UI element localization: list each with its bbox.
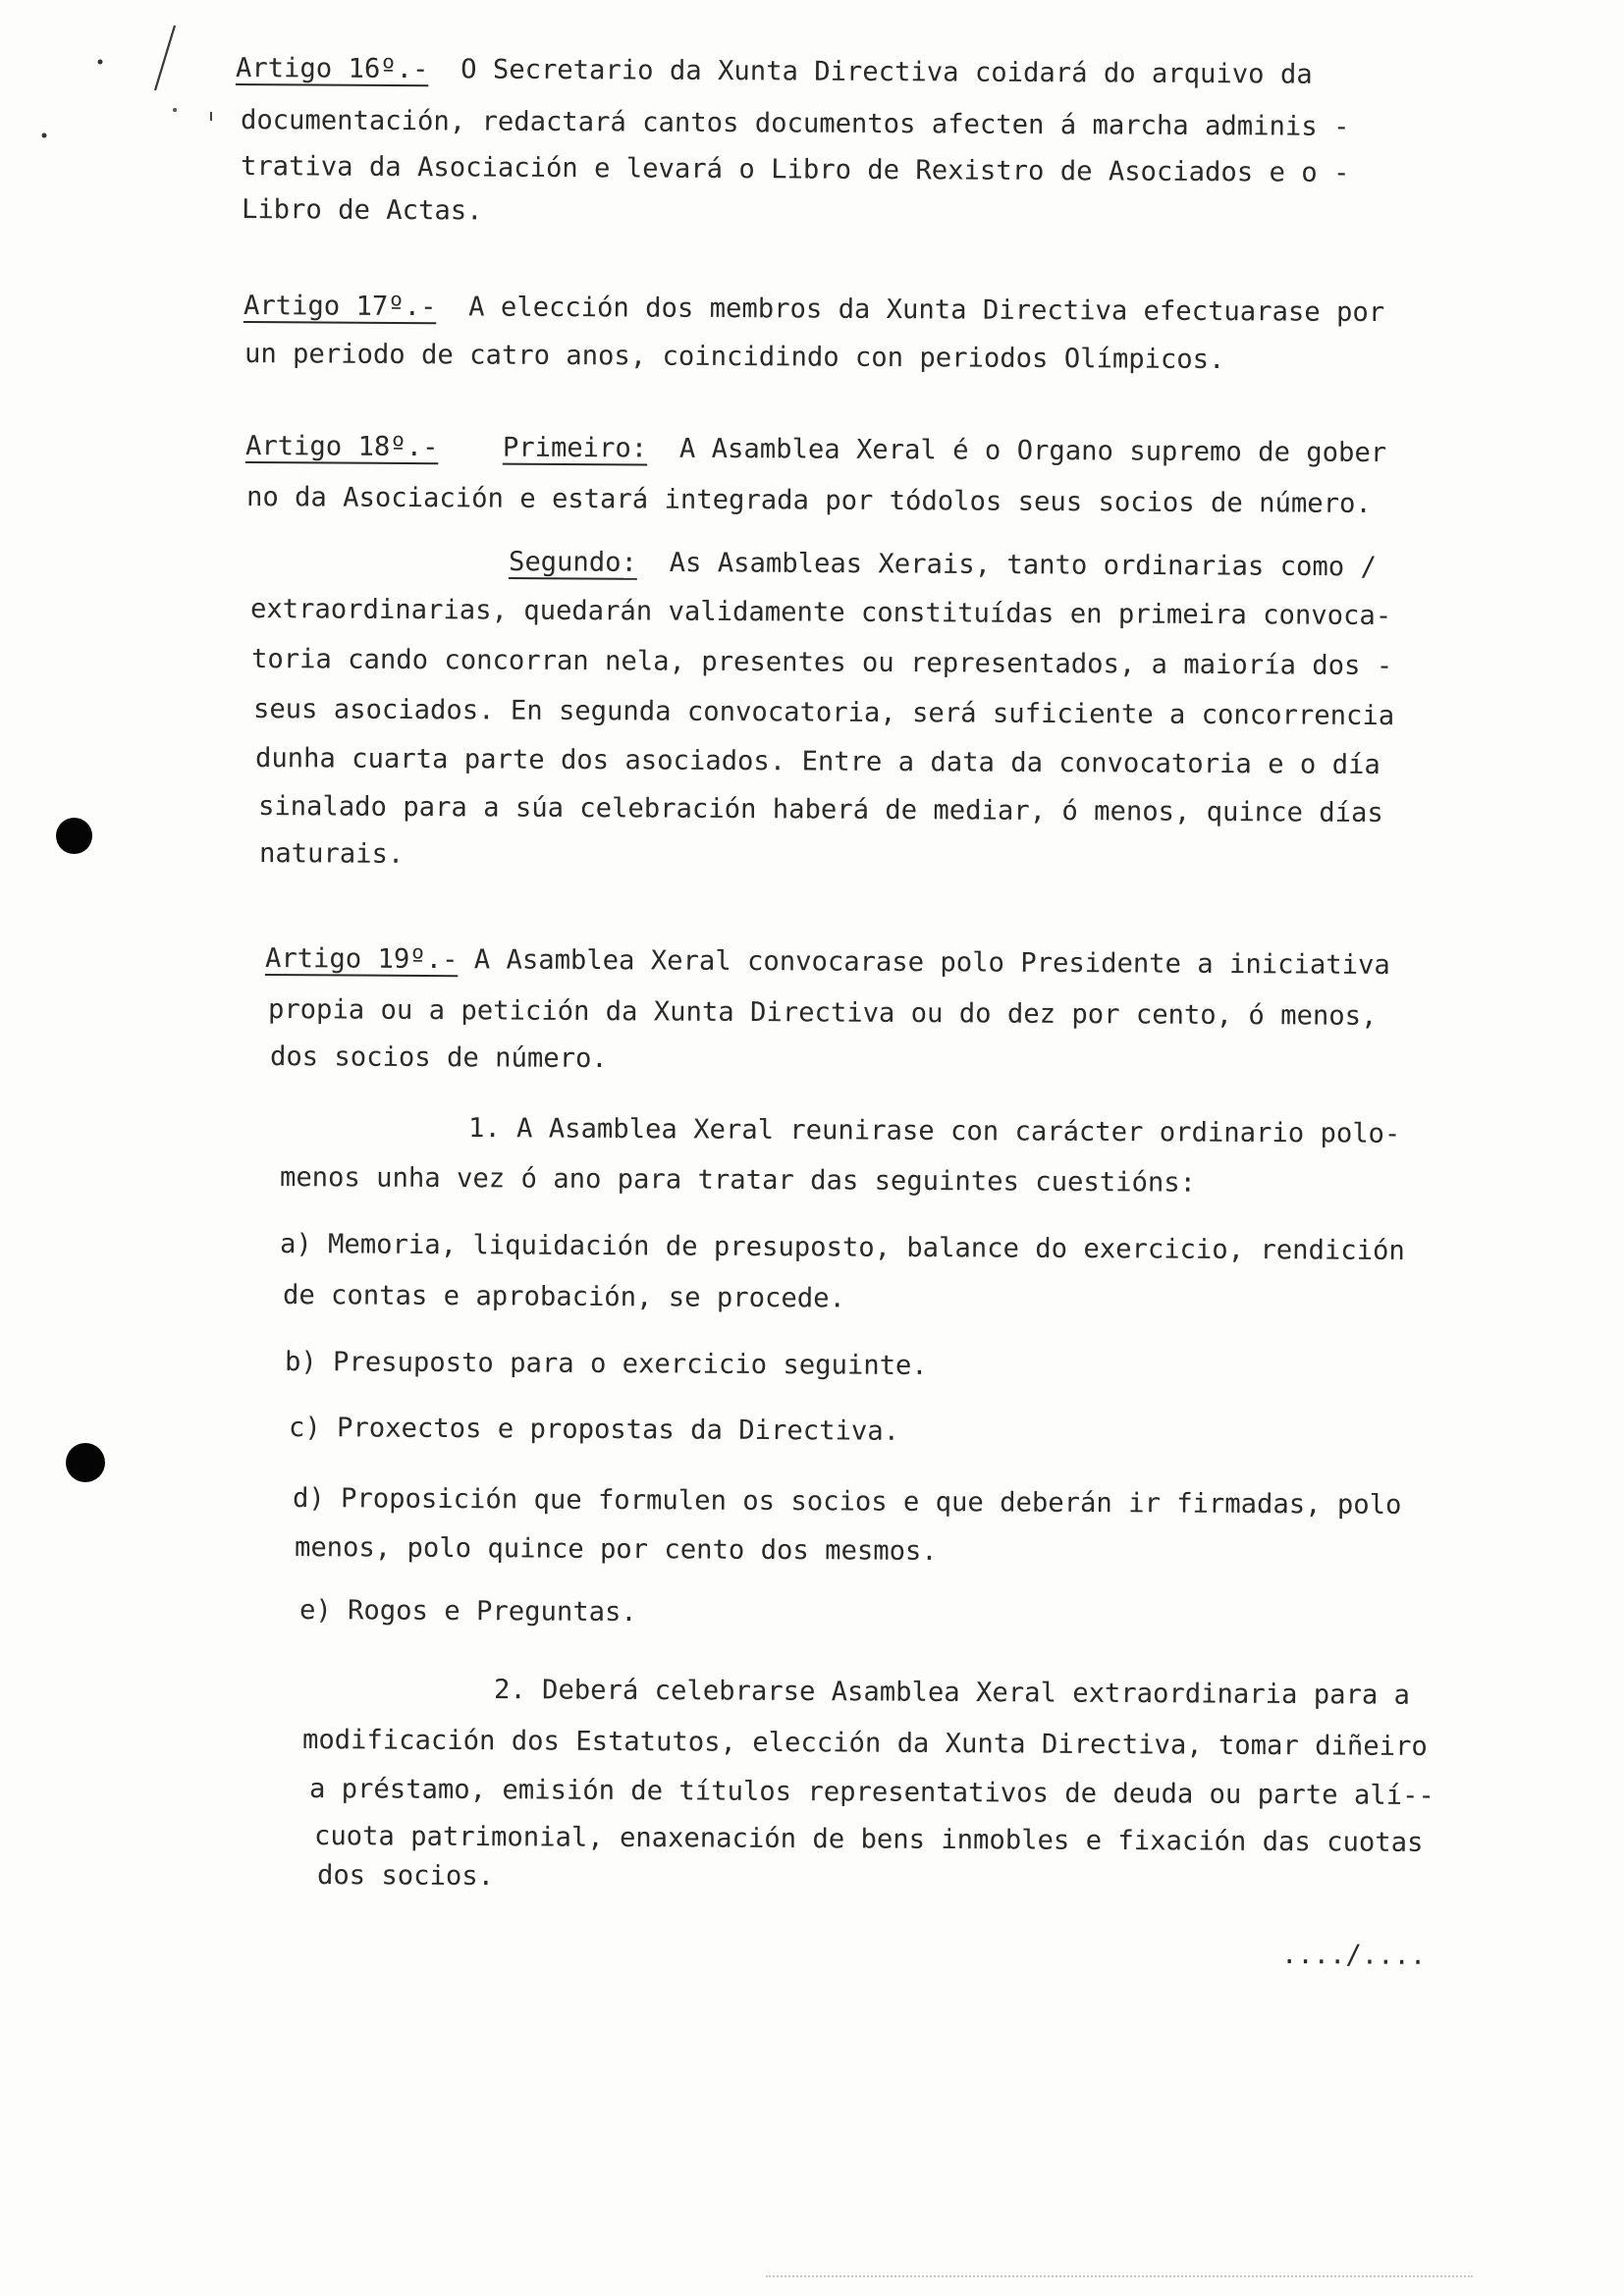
continuation-mark: ..../.... bbox=[1280, 1940, 1427, 1971]
punch-hole bbox=[66, 1443, 105, 1482]
point-2-line: modificación dos Estatutos, elección da Xunta Directiva, tomar diñeiro bbox=[301, 1725, 1428, 1762]
list-item-d: menos, polo quince por cento dos mesmos. bbox=[294, 1532, 938, 1567]
article-16-line bbox=[236, 52, 1313, 92]
list-item-c: c) Proxectos e propostas da Directiva. bbox=[288, 1413, 900, 1447]
point-1-line: menos unha vez ó ano para tratar das seguintes cuestións: bbox=[279, 1162, 1197, 1199]
list-item-b: b) Presuposto para o exercicio seguinte. bbox=[284, 1347, 928, 1381]
article-18-segundo-text: As Asambleas Xerais, tanto ordinarias como / bbox=[669, 548, 1377, 583]
article-16-line: Libro de Actas. bbox=[241, 194, 483, 227]
scan-noise-line bbox=[766, 2275, 1473, 2277]
article-16-line: trativa da Asociación e levará o Libro de Rexistro de Asociados e o - bbox=[240, 151, 1350, 188]
article-18-segundo-line: naturais. bbox=[258, 838, 405, 870]
stray-stroke bbox=[155, 26, 175, 90]
article-18-heading: Artigo 18º.- bbox=[244, 431, 439, 463]
article-19-line: dos socios de número. bbox=[269, 1041, 608, 1075]
scan-speck bbox=[98, 60, 103, 65]
list-item-d: d) Proposición que formulen os socios e que deberán ir firmadas, polo bbox=[292, 1483, 1402, 1521]
punch-hole bbox=[56, 818, 92, 854]
scan-speck bbox=[173, 108, 177, 112]
article-18-segundo-line: dunha cuarta parte dos asociados. Entre a data da convocatoria e o día bbox=[254, 743, 1380, 780]
article-19-heading: Artigo 19º.- bbox=[264, 943, 459, 976]
point-2-line: 2. Deberá celebrarse Asamblea Xeral extraordinaria para a bbox=[493, 1675, 1411, 1711]
scan-speck bbox=[210, 112, 212, 121]
point-2-line: dos socios. bbox=[316, 1860, 495, 1893]
point-2-line: cuota patrimonial, enaxenación de bens inmobles e fixación das cuotas bbox=[313, 1821, 1424, 1858]
article-16-text: O Secretario da Xunta Directiva coidará do arquivo da bbox=[460, 54, 1313, 90]
article-18-segundo-line: toria cando concorran nela, presentes ou representados, a maioría dos - bbox=[250, 644, 1393, 682]
article-18-segundo-line: seus asociados. En segunda convocatoria, será suficiente a concorrencia bbox=[252, 694, 1395, 732]
article-18-line: no da Asociación e estará integrada por tódolos seus socios de número. bbox=[245, 482, 1372, 519]
scan-marks bbox=[0, 0, 255, 157]
scan-speck bbox=[42, 133, 47, 138]
point-2-line: a préstamo, emisión de títulos representativos de deuda ou parte alí-- bbox=[308, 1774, 1435, 1811]
article-18-segundo-label: Segundo: bbox=[508, 547, 638, 578]
list-item-a: a) Memoria, liquidación de presuposto, balance do exercicio, rendición bbox=[279, 1229, 1405, 1266]
article-18-segundo-line: sinalado para a súa celebración haberá de mediar, ó menos, quince días bbox=[257, 791, 1383, 828]
article-19-line bbox=[265, 942, 1390, 983]
article-17-text: A elección dos membros da Xunta Directiva efectuarase por bbox=[468, 292, 1385, 329]
article-17-line bbox=[244, 290, 1384, 330]
article-17-line: un periodo de catro anos, coincidindo con periodos Olímpicos. bbox=[244, 339, 1225, 376]
article-18-primeiro-label: Primeiro: bbox=[502, 432, 648, 464]
list-item-e: e) Rogos e Preguntas. bbox=[298, 1595, 637, 1629]
article-18-line bbox=[245, 430, 1386, 470]
list-item-a: de contas e aprobación, se procede. bbox=[282, 1280, 845, 1314]
article-17-heading: Artigo 17º.- bbox=[243, 291, 437, 323]
article-19-text: A Asamblea Xeral convocarase polo Presidente a iniciativa bbox=[473, 944, 1390, 981]
article-16-heading: Artigo 16º.- bbox=[235, 53, 429, 85]
article-18-segundo-line bbox=[509, 546, 1377, 584]
article-18-primeiro-text: A Asamblea Xeral é o Organo supremo de gober bbox=[678, 433, 1387, 469]
article-18-segundo-line: extraordinarias, quedarán validamente constituídas en primeira convoca- bbox=[249, 594, 1392, 632]
point-1-line: 1. A Asamblea Xeral reunirase con carácter ordinario polo- bbox=[467, 1113, 1401, 1149]
article-16-line: documentación, redactará cantos documentos afecten á marcha adminis - bbox=[240, 105, 1350, 142]
article-19-line: propia ou a petición da Xunta Directiva ou do dez por cento, ó menos, bbox=[267, 994, 1378, 1032]
